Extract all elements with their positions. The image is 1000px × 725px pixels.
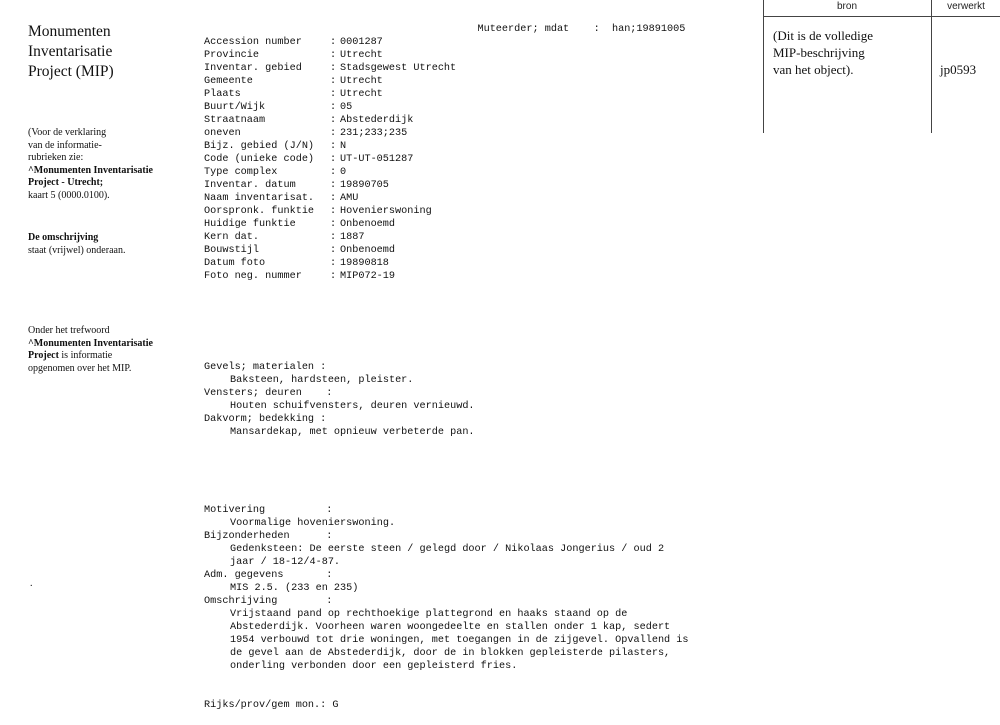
field-label: Bouwstijl — [204, 245, 260, 256]
note-line: kaart 5 (0000.0100). — [28, 189, 110, 201]
note-line: (Voor de verklaring — [28, 127, 107, 138]
section-heading: Bijzonderheden : — [204, 531, 333, 542]
bron-line: MIP-beschrijving — [773, 45, 865, 60]
section-line: Houten schuifvensters, deuren vernieuwd. — [230, 401, 475, 412]
field-label: Naam inventarisat. — [204, 193, 315, 204]
field-colon: : — [330, 50, 337, 61]
field-row — [204, 166, 689, 179]
sidebar-title — [28, 22, 178, 82]
field-label: Kern dat. — [204, 232, 260, 243]
section-line: Vrijstaand pand op rechthoekige plattegrond en haaks staand op de — [230, 609, 628, 620]
stray-dot: . — [30, 578, 33, 589]
section-body — [204, 582, 689, 595]
field-value: Hovenierswoning — [340, 206, 432, 217]
field-colon: : — [330, 154, 337, 165]
note-bold-line: ^Monumenten Inventarisatie — [28, 164, 153, 176]
field-colon: : — [330, 206, 337, 217]
field-colon: : — [330, 141, 337, 152]
note-line-rest: is informatie — [58, 350, 113, 361]
field-value: Abstederdijk — [340, 115, 414, 126]
source-panel — [763, 0, 1000, 133]
verwerkt-code: jp0593 — [940, 62, 977, 77]
field-row — [204, 231, 689, 244]
panel-header — [763, 0, 1000, 17]
field-colon: : — [330, 115, 337, 126]
field-colon: : — [330, 102, 337, 113]
explanation-note — [28, 127, 173, 202]
section-body — [204, 543, 689, 569]
header-verwerkt: verwerkt — [947, 1, 985, 12]
field-value: Onbenoemd — [340, 219, 396, 230]
bron-line: (Dit is de volledige — [773, 28, 874, 43]
field-label: Provincie — [204, 50, 260, 61]
field-colon: : — [330, 180, 337, 191]
field-row — [204, 192, 689, 205]
note-line: staat (vrijwel) onderaan. — [28, 244, 126, 256]
field-value: 231;233;235 — [340, 128, 408, 139]
field-row — [204, 101, 689, 114]
field-value: Utrecht — [340, 76, 383, 87]
field-row — [204, 49, 689, 62]
field-value: Onbenoemd — [340, 245, 396, 256]
note-line: rubrieken zie: — [28, 152, 84, 163]
note-line: opgenomen over het MIP. — [28, 362, 132, 374]
field-label: Oorspronk. funktie — [204, 206, 315, 217]
note-line: van de informatie- — [28, 139, 102, 151]
field-row — [204, 257, 689, 270]
field-value: 0001287 — [340, 37, 383, 48]
section-body — [204, 374, 689, 387]
panel-divider — [763, 0, 764, 133]
section-line: jaar / 18-12/4-87. — [230, 557, 341, 568]
field-row — [204, 140, 689, 153]
field-colon: : — [330, 271, 337, 282]
field-colon: : — [330, 193, 337, 204]
section-group-materials — [204, 361, 689, 439]
title-line-3: Project (MIP) — [28, 63, 114, 80]
field-list — [204, 36, 689, 283]
note-bold-line: Project - Utrecht; — [28, 177, 104, 188]
field-value: N — [340, 141, 347, 152]
section-line: Mansardekap, met opnieuw verbeterde pan. — [230, 427, 475, 438]
note-bold-line: ^Monumenten Inventarisatie — [28, 337, 153, 349]
field-value: Utrecht — [340, 50, 383, 61]
section-line: Baksteen, hardsteen, pleister. — [230, 375, 414, 386]
mutation-info: Muteerder; mdat : han;19891005 — [477, 24, 686, 35]
field-label: oneven — [204, 128, 241, 139]
field-colon: : — [330, 63, 337, 74]
field-value: 05 — [340, 102, 353, 113]
section-heading: Dakvorm; bedekking : — [204, 414, 327, 425]
section-heading: Gevels; materialen : — [204, 362, 327, 373]
field-colon: : — [330, 245, 337, 256]
field-colon: : — [330, 37, 337, 48]
field-value: 19890818 — [340, 258, 389, 269]
field-colon: : — [330, 219, 337, 230]
field-label: Huidige funktie — [204, 219, 296, 230]
section-body — [204, 517, 689, 530]
field-label: Buurt/Wijk — [204, 102, 266, 113]
field-row — [204, 62, 689, 75]
field-value: MIP072-19 — [340, 271, 396, 282]
field-value: 1887 — [340, 232, 365, 243]
section-body — [204, 400, 689, 413]
field-row — [204, 244, 689, 257]
field-value: UT-UT-051287 — [340, 154, 414, 165]
field-label: Bijz. gebied (J/N) — [204, 141, 315, 152]
section-heading: Vensters; deuren : — [204, 388, 333, 399]
field-row — [204, 127, 689, 140]
section-body — [204, 608, 689, 673]
field-label: Plaats — [204, 89, 241, 100]
field-row — [204, 179, 689, 192]
title-line-2: Inventarisatie — [28, 43, 113, 60]
note-bold-word: Project — [28, 350, 59, 361]
title-line-1: Monumenten — [28, 23, 111, 40]
field-label: Code (unieke code) — [204, 154, 315, 165]
field-value: Stadsgewest Utrecht — [340, 63, 457, 74]
field-label: Straatnaam — [204, 115, 266, 126]
field-row — [204, 75, 689, 88]
mutation-value: han;19891005 — [611, 24, 686, 35]
section-line: Abstederdijk. Voorheen waren woongedeelte en stallen onder 1 kap, sedert — [230, 622, 671, 633]
field-colon: : — [330, 128, 337, 139]
field-value: AMU — [340, 193, 359, 204]
bron-line: van het object). — [773, 62, 854, 77]
field-colon: : — [330, 167, 337, 178]
section-group-description — [204, 504, 689, 673]
keyword-note — [28, 325, 173, 375]
field-row — [204, 114, 689, 127]
field-label: Inventar. gebied — [204, 63, 302, 74]
section-heading: Omschrijving : — [204, 596, 333, 607]
section-body — [204, 426, 689, 439]
field-value: Utrecht — [340, 89, 383, 100]
section-line: 1954 verbouwd tot drie woningen, met toegangen in de zijgevel. Opvallend is — [230, 635, 689, 646]
note-line: Onder het trefwoord — [28, 325, 110, 336]
section-line: onderling verbonden door een gepleisterd fries. — [230, 661, 518, 672]
panel-divider — [931, 0, 932, 133]
field-label: Gemeente — [204, 76, 253, 87]
section-line: MIS 2.5. (233 en 235) — [230, 583, 359, 594]
field-label: Type complex — [204, 167, 278, 178]
field-colon: : — [330, 232, 337, 243]
field-label: Inventar. datum — [204, 180, 296, 191]
field-label: Foto neg. nummer — [204, 271, 302, 282]
field-row — [204, 270, 689, 283]
field-colon: : — [330, 89, 337, 100]
section-line: de gevel aan de Abstederdijk, door de in blokken gepleisterde pilasters, — [230, 648, 671, 659]
header-bron: bron — [836, 1, 857, 12]
field-colon: : — [330, 258, 337, 269]
record-body — [204, 10, 689, 725]
field-value: 0 — [340, 167, 347, 178]
section-line: Voormalige hovenierswoning. — [230, 518, 396, 529]
field-row — [204, 205, 689, 218]
section-heading: Motivering : — [204, 505, 333, 516]
field-value: 19890705 — [340, 180, 389, 191]
field-label: Accession number — [204, 37, 302, 48]
field-label: Datum foto — [204, 258, 266, 269]
field-colon: : — [330, 76, 337, 87]
description-note — [28, 232, 173, 257]
mutation-label: Muteerder; mdat — [477, 24, 570, 35]
section-heading: Adm. gegevens : — [204, 570, 333, 581]
field-row — [204, 153, 689, 166]
bron-text — [773, 27, 873, 78]
section-line: Gedenksteen: De eerste steen / gelegd door / Nikolaas Jongerius / oud 2 — [230, 544, 665, 555]
note-bold-line: De omschrijving — [28, 232, 99, 243]
final-line: Rijks/prov/gem mon.: G — [204, 700, 339, 711]
field-row — [204, 218, 689, 231]
field-row — [204, 88, 689, 101]
